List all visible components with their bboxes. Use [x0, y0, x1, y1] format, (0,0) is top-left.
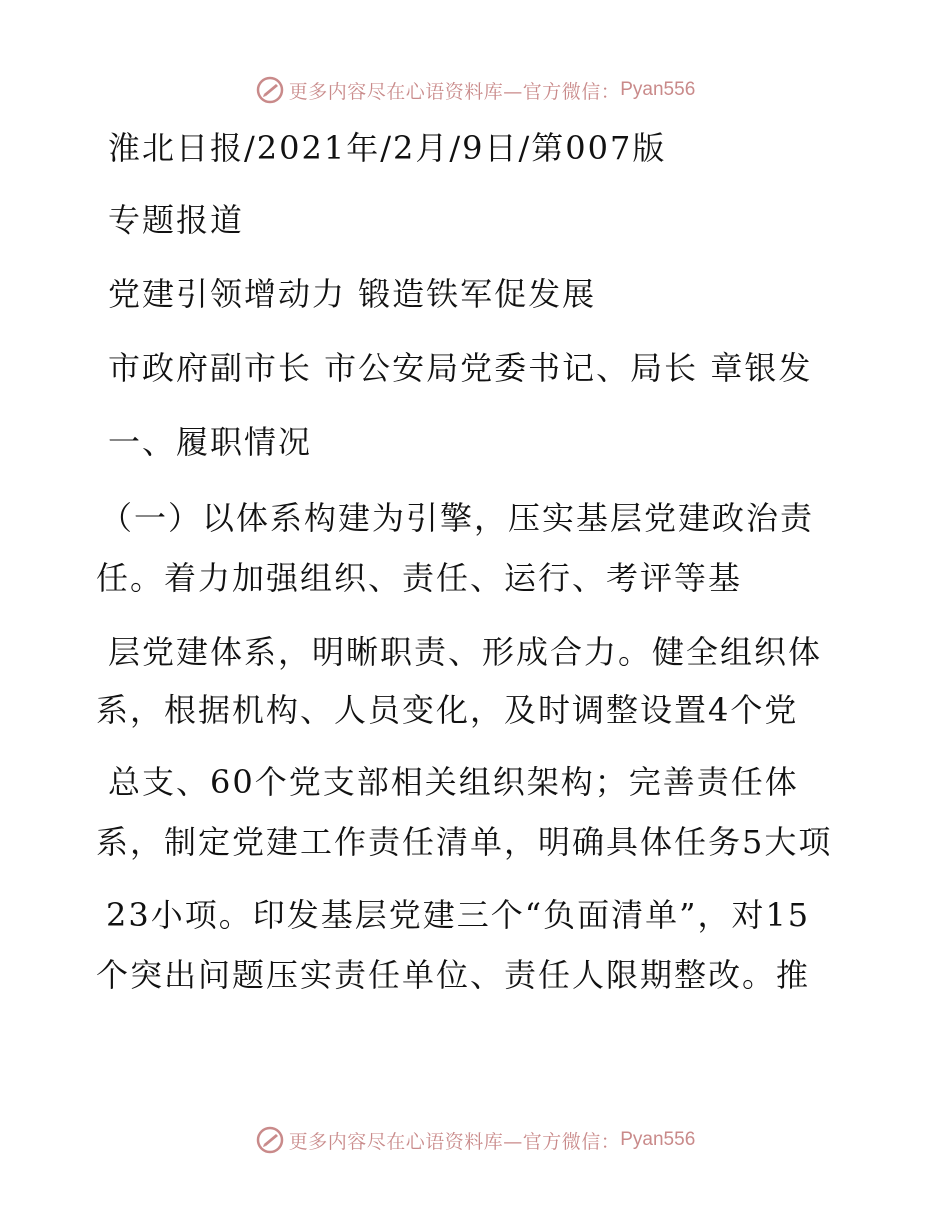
seal-logo-icon — [255, 75, 285, 105]
source-line: 淮北日报/2021年/2月/9日/第007版 — [108, 129, 667, 167]
article-author: 市政府副市长 市公安局党委书记、局长 章银发 — [108, 349, 813, 387]
watermark-footer — [0, 1120, 950, 1160]
body-line: 总支、60个党支部相关组织架构；完善责任体 — [108, 763, 799, 801]
body-line: 个突出问题压实责任单位、责任人限期整改。推 — [96, 956, 811, 994]
watermark-wechat-id: Pyan556 — [620, 79, 696, 100]
body-line: 23小项。印发基层党建三个“负面清单”，对15 — [106, 896, 811, 934]
section-heading: 一、履职情况 — [108, 423, 313, 461]
watermark-wechat-id: Pyan556 — [620, 1129, 696, 1150]
body-line: 任。着力加强组织、责任、运行、考评等基 — [96, 559, 743, 597]
seal-logo-icon — [255, 1125, 285, 1155]
watermark-header — [0, 70, 950, 110]
body-line: 系，根据机构、人员变化，及时调整设置4个党 — [96, 691, 799, 729]
watermark-text: 更多内容尽在心语资料库—官方微信： — [288, 1130, 621, 1153]
section-label: 专题报道 — [108, 201, 245, 239]
body-line: 系，制定党建工作责任清单，明确具体任务5大项 — [96, 823, 833, 861]
article-title: 党建引领增动力 锻造铁军促发展 — [108, 275, 597, 313]
body-line: 层党建体系，明晰职责、形成合力。健全组织体 — [108, 633, 823, 671]
body-line: （一）以体系构建为引擎，压实基层党建政治责 — [100, 499, 815, 537]
watermark-text: 更多内容尽在心语资料库—官方微信： — [288, 80, 621, 103]
